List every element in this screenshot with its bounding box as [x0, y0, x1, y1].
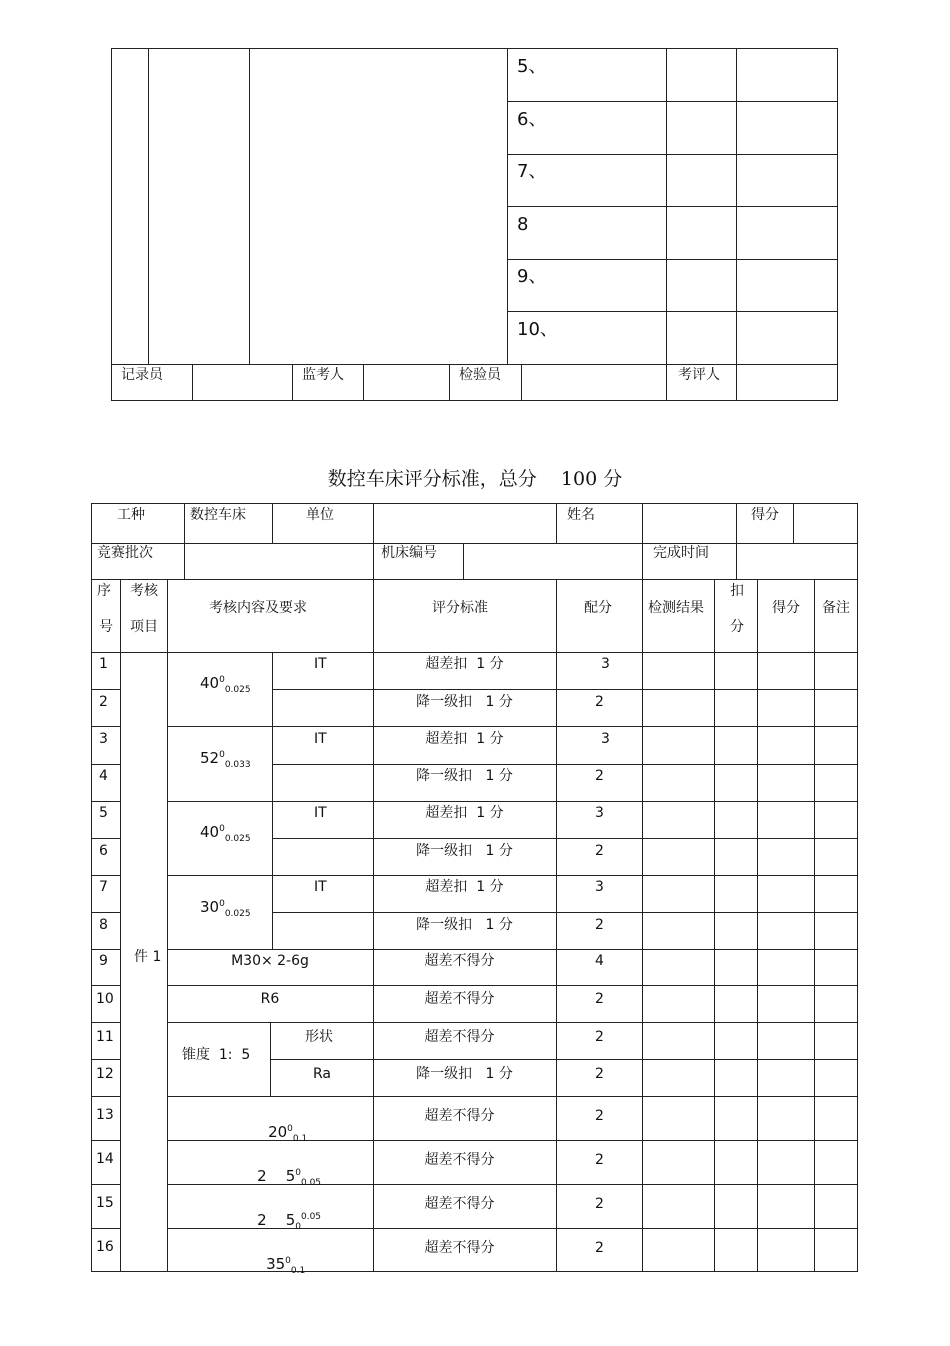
rule — [463, 543, 464, 580]
rule — [507, 206, 837, 207]
col-content: 考核内容及要求 — [209, 600, 307, 616]
sub-item: IT — [314, 656, 327, 672]
points-cell: 2 — [595, 1240, 604, 1256]
rule — [272, 503, 273, 544]
criteria-cell: 降一级扣 1 分 — [416, 768, 513, 784]
row-number: 9 — [99, 953, 108, 969]
points-cell: 2 — [595, 1029, 604, 1045]
criteria-cell: 超差扣 1 分 — [425, 805, 504, 821]
content-thread: M30× 2-6g — [231, 953, 309, 969]
rule — [91, 503, 857, 504]
row-number: 6 — [99, 843, 108, 859]
rule — [91, 1228, 120, 1229]
rule — [91, 838, 120, 839]
supervisor-label: 监考人 — [302, 367, 344, 383]
dimension-lower: 0.1 — [290, 1266, 306, 1276]
sub-item: IT — [314, 805, 327, 821]
dimension-upper: 0 — [219, 899, 225, 909]
sub-item: IT — [314, 879, 327, 895]
rule — [556, 579, 557, 1272]
batch-label: 竞赛批次 — [97, 545, 153, 561]
finish-time-label: 完成时间 — [653, 545, 709, 561]
criteria-cell: 降一级扣 1 分 — [416, 917, 513, 933]
rule — [111, 364, 837, 365]
sub-item: Ra — [313, 1066, 331, 1082]
points-cell: 3 — [601, 656, 610, 672]
rule — [857, 503, 858, 1272]
col-seq-1: 序 — [97, 583, 111, 599]
col-score: 得分 — [772, 600, 800, 616]
col-result: 检测结果 — [648, 600, 704, 616]
dimension-lower: 0.025 — [224, 834, 251, 844]
col-seq-2: 号 — [99, 619, 113, 635]
dimension-upper: 0 — [219, 824, 225, 834]
rule — [292, 364, 293, 401]
points-cell: 3 — [595, 879, 604, 895]
criteria-cell: 降一级扣 1 分 — [416, 843, 513, 859]
col-points: 配分 — [584, 600, 612, 616]
sub-item: 形状 — [305, 1029, 333, 1045]
rule — [736, 503, 737, 580]
rule — [91, 985, 120, 986]
rule — [837, 48, 838, 401]
recorder-label: 记录员 — [121, 367, 163, 383]
dimension-base: 35 — [266, 1255, 286, 1273]
rule — [91, 689, 120, 690]
dimension-upper: 0 — [295, 1168, 301, 1178]
item-5: 5、 — [517, 56, 547, 77]
rule — [91, 1271, 857, 1272]
rule — [91, 543, 857, 544]
col-criteria: 评分标准 — [432, 600, 488, 616]
name-label: 姓名 — [567, 507, 595, 523]
sub-item: IT — [314, 731, 327, 747]
rule — [373, 503, 374, 544]
rule — [91, 652, 857, 653]
dimension-lower: 0.05 — [300, 1178, 322, 1188]
points-cell: 2 — [595, 843, 604, 859]
rule — [449, 364, 450, 401]
dimension-base: 52 — [200, 749, 220, 767]
row-number: 8 — [99, 917, 108, 933]
row-number: 2 — [99, 694, 108, 710]
score-label: 得分 — [751, 507, 779, 523]
rule — [507, 48, 508, 364]
row-number: 16 — [96, 1239, 114, 1255]
rule — [272, 838, 857, 839]
row-number: 15 — [96, 1195, 114, 1211]
points-cell: 2 — [595, 991, 604, 1007]
points-cell: 2 — [595, 1152, 604, 1168]
points-cell: 2 — [595, 917, 604, 933]
rule — [793, 503, 794, 544]
item-9: 9、 — [517, 266, 547, 287]
rule — [666, 48, 667, 401]
rule — [167, 579, 168, 1272]
rule — [249, 48, 250, 364]
dimension-1 — [200, 672, 251, 698]
dimension-base: 20 — [268, 1123, 288, 1141]
dimension-upper: 0 — [219, 750, 225, 760]
criteria-cell: 超差扣 1 分 — [425, 656, 504, 672]
criteria-cell: 超差不得分 — [424, 991, 495, 1007]
rule — [642, 579, 643, 1272]
dimension-base: 2 5 — [257, 1211, 296, 1229]
points-cell: 2 — [595, 768, 604, 784]
points-cell: 2 — [595, 1066, 604, 1082]
item-8: 8 — [517, 214, 529, 235]
dimension-base: 30 — [200, 898, 220, 916]
col-deduct-2: 分 — [730, 619, 744, 635]
row-number: 14 — [96, 1151, 114, 1167]
rule — [91, 726, 120, 727]
rule — [373, 543, 374, 580]
rule — [91, 801, 120, 802]
rule — [521, 364, 522, 401]
content-radius: R6 — [260, 991, 280, 1007]
rule — [192, 364, 193, 401]
rule — [272, 689, 857, 690]
dimension-lower: 0.1 — [292, 1134, 308, 1144]
rule — [714, 579, 715, 1272]
criteria-cell: 超差不得分 — [424, 1029, 495, 1045]
row-number: 4 — [99, 768, 108, 784]
row-number: 12 — [96, 1066, 114, 1082]
unit-label: 单位 — [306, 507, 334, 523]
rule — [736, 48, 737, 401]
points-cell: 3 — [601, 731, 610, 747]
dimension-upper: 0 — [219, 675, 225, 685]
dimension-lower: 0.033 — [224, 760, 251, 770]
rule — [111, 48, 112, 401]
item-6: 6、 — [517, 109, 547, 130]
dimension-upper: 0.05 — [300, 1212, 322, 1222]
points-cell: 2 — [595, 1196, 604, 1212]
dimension-16 — [247, 1237, 305, 1295]
row-number: 5 — [99, 805, 108, 821]
rule — [167, 949, 857, 950]
rule — [91, 1140, 120, 1141]
criteria-cell: 降一级扣 1 分 — [416, 1066, 513, 1082]
trade-label: 工种 — [117, 507, 145, 523]
criteria-cell: 超差不得分 — [424, 953, 495, 969]
rule — [120, 579, 121, 1272]
rule — [642, 503, 643, 580]
dimension-lower: 0.025 — [224, 909, 251, 919]
dimension-upper: 0 — [287, 1124, 293, 1134]
dimension-lower: 0 — [295, 1222, 301, 1232]
rule — [272, 764, 857, 765]
rule — [184, 503, 185, 580]
rule — [167, 1096, 857, 1097]
rule — [270, 1022, 271, 1096]
rule — [167, 726, 857, 727]
trade-value: 数控车床 — [190, 507, 246, 523]
rule — [91, 1096, 120, 1097]
rule — [111, 400, 837, 401]
criteria-cell: 超差不得分 — [424, 1108, 495, 1124]
rule — [91, 912, 120, 913]
rule — [167, 985, 857, 986]
rule — [167, 875, 857, 876]
rule — [272, 912, 857, 913]
col-item-1: 考核 — [130, 583, 158, 599]
rule — [91, 579, 857, 580]
machine-number-label: 机床编号 — [381, 545, 437, 561]
rule — [91, 1184, 120, 1185]
rule — [91, 875, 120, 876]
rule — [272, 652, 273, 949]
row-number: 10 — [96, 991, 114, 1007]
dimension-base: 40 — [200, 674, 220, 692]
row-number: 3 — [99, 731, 108, 747]
criteria-cell: 超差扣 1 分 — [425, 879, 504, 895]
rule — [111, 48, 837, 49]
criteria-cell: 超差不得分 — [424, 1152, 495, 1168]
item-10: 10、 — [517, 319, 558, 340]
rule — [91, 503, 92, 1272]
dimension-lower: 0.025 — [224, 685, 251, 695]
row-number: 11 — [96, 1029, 114, 1045]
points-cell: 2 — [595, 694, 604, 710]
rule — [556, 503, 557, 544]
row-number: 1 — [99, 656, 108, 672]
criteria-cell: 超差不得分 — [424, 1240, 495, 1256]
rule — [507, 101, 837, 102]
col-remark: 备注 — [822, 600, 850, 616]
taper-label: 锥度 1: 5 — [182, 1047, 251, 1063]
part-label: 件 1 — [134, 949, 162, 965]
rule — [91, 949, 120, 950]
rule — [363, 364, 364, 401]
dimension-base: 2 5 — [257, 1167, 296, 1185]
rule — [148, 48, 149, 364]
rule — [167, 801, 857, 802]
rule — [814, 579, 815, 1272]
page-title: 数控车床评分标准，总分 100 分 — [327, 468, 623, 490]
col-item-2: 项目 — [130, 619, 158, 635]
row-number: 7 — [99, 879, 108, 895]
dimension-4 — [200, 896, 251, 922]
rule — [507, 154, 837, 155]
criteria-cell: 降一级扣 1 分 — [416, 694, 513, 710]
rule — [507, 259, 837, 260]
dimension-3 — [200, 821, 251, 847]
dimension-base: 40 — [200, 823, 220, 841]
col-deduct-1: 扣 — [730, 583, 744, 599]
points-cell: 4 — [595, 953, 604, 969]
dimension-upper: 0 — [285, 1256, 291, 1266]
item-7: 7、 — [517, 161, 547, 182]
rule — [91, 1059, 120, 1060]
dimension-2 — [200, 747, 251, 773]
criteria-cell: 超差不得分 — [424, 1196, 495, 1212]
rule — [91, 764, 120, 765]
rule — [270, 1059, 857, 1060]
points-cell: 2 — [595, 1108, 604, 1124]
rule — [507, 311, 837, 312]
criteria-cell: 超差扣 1 分 — [425, 731, 504, 747]
inspector-label: 检验员 — [459, 367, 501, 383]
rule — [91, 1022, 120, 1023]
points-cell: 3 — [595, 805, 604, 821]
row-number: 13 — [96, 1107, 114, 1123]
rule — [757, 579, 758, 1272]
evaluator-label: 考评人 — [678, 367, 720, 383]
